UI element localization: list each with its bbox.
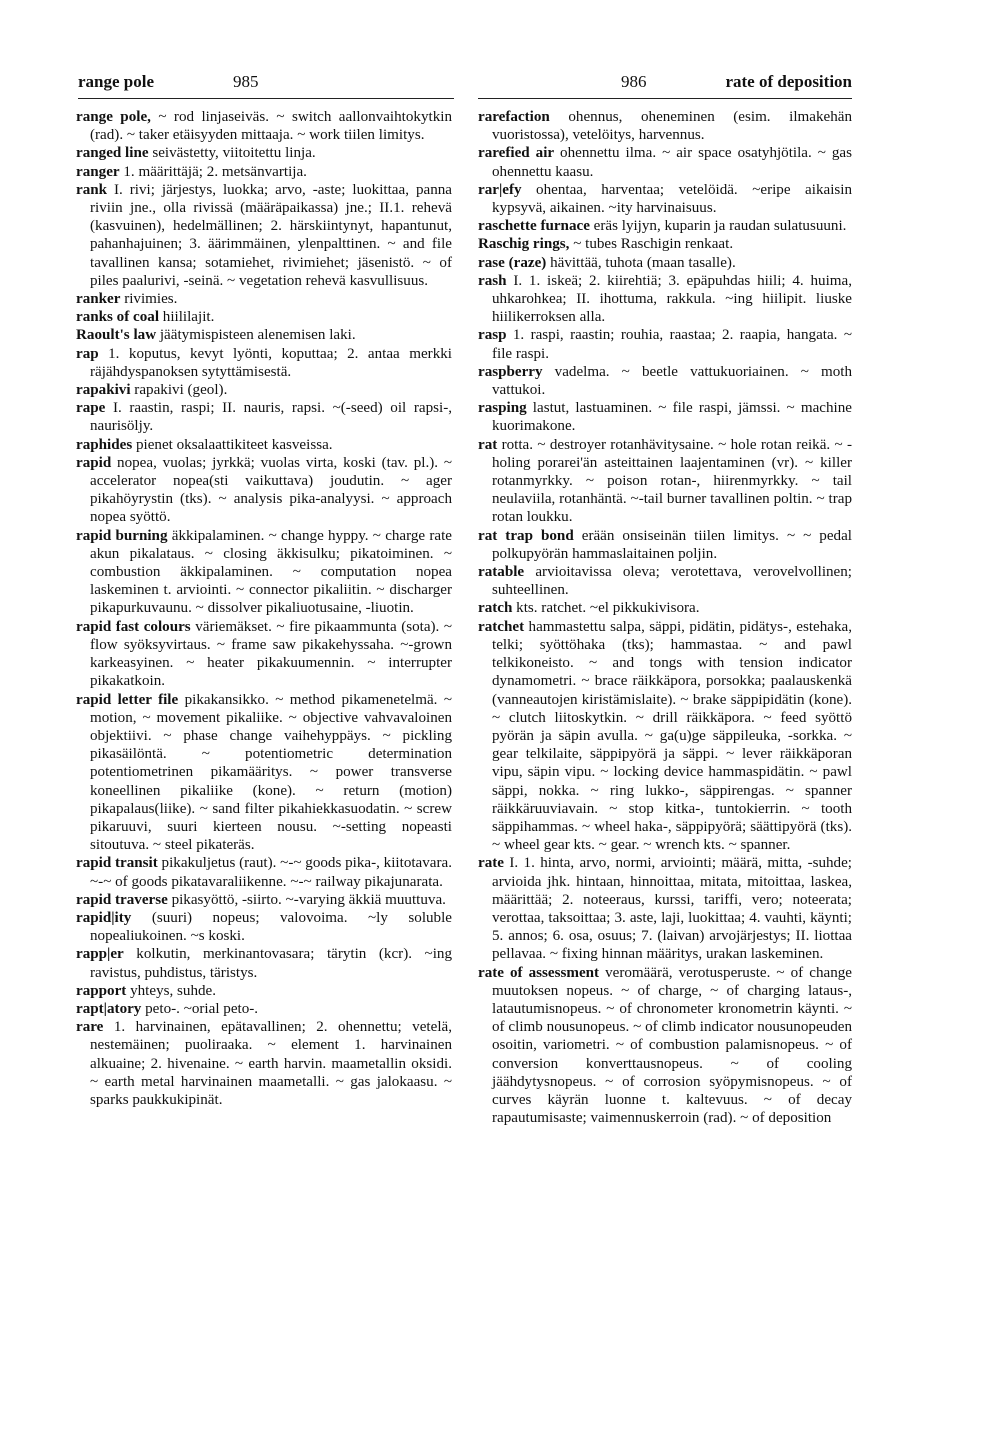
entry-headword: rape	[76, 400, 106, 417]
entry-headword: rapid fast colours	[76, 618, 191, 635]
entry-headword: ratable	[478, 564, 525, 581]
entry-definition: 1. määrittäjä; 2. metsänvartija.	[119, 163, 307, 180]
entry-definition: hävittää, tuhota (maan tasalle).	[546, 254, 736, 271]
dictionary-entry	[76, 454, 452, 527]
entry-headword: rat trap bond	[478, 527, 574, 544]
entry-definition: ~ rod linjaseiväs. ~ switch aallonvaihtokytkin (rad). ~ taker etäisyyden mittaaja. ~ work tiilen limitys.	[90, 109, 452, 144]
entry-headword: rapid burning	[76, 527, 168, 544]
dictionary-entry	[478, 618, 852, 855]
dictionary-entry	[76, 399, 452, 435]
dictionary-entry	[76, 945, 452, 981]
dictionary-entry	[478, 599, 852, 617]
entry-headword: ratch	[478, 600, 513, 617]
entry-headword: rare	[76, 1019, 104, 1036]
dictionary-entry	[478, 235, 852, 253]
entry-headword: rasp	[478, 327, 507, 344]
dictionary-entry	[478, 436, 852, 527]
entry-definition: pienet oksalaattikiteet kasveissa.	[132, 436, 333, 453]
entry-definition: ~ tubes Raschigin renkaat.	[569, 236, 734, 253]
entry-definition: lastut, lastuaminen. ~ file raspi, jämssi. ~ machine kuorimakone.	[492, 400, 852, 435]
dictionary-entry	[478, 272, 852, 327]
dictionary-entry	[76, 1000, 452, 1018]
entry-headword: rarefied air	[478, 145, 555, 162]
entry-headword: raschette furnace	[478, 218, 590, 235]
entry-definition: jäätymispisteen alenemisen laki.	[156, 327, 356, 344]
dictionary-entry	[478, 399, 852, 435]
dictionary-entry	[76, 144, 452, 162]
dictionary-entry	[478, 217, 852, 235]
dictionary-entry	[478, 108, 852, 144]
dictionary-entry	[478, 326, 852, 362]
entry-definition: erään onsiseinän tiilen limitys. ~ ~ pedal polkupyörän hammaslaitainen poljin.	[492, 527, 852, 562]
entry-definition: veromäärä, verotusperuste. ~ of change muutoksen nopeus. ~ of charge, ~ of charging lataus-, latautumisnopeus. ~ of chronometer kronometrin käynti. ~ of climb nousunopeus. ~ of climb indicator nousunopeuden osoitin, variometri. ~ of combustion palamisnopeus. ~ of conversion konverttausnopeus. ~ of cooling jäähdytysnopeus. ~ of corrosion syöpymisnopeus. ~ of curves käyrän luonne t. kaltevuus. ~ of decay rapautumisaste; vaimennuskerroin (rad). ~ of deposition	[492, 964, 852, 1127]
entry-definition: kts. ratchet. ~el pikkukivisora.	[512, 600, 700, 617]
entry-headword: rar|efy	[478, 181, 522, 198]
entry-headword: Raoult's law	[76, 327, 157, 344]
entry-definition: arvioitavissa oleva; verotettava, verovelvollinen; suhteellinen.	[492, 564, 852, 599]
entry-definition: 1. harvinainen, epätavallinen; 2. ohennettu; vetelä, nestemäinen; puoliraaka. ~ element 1. harvinainen alkuaine; 2. hivenaine. ~ earth harvin. maametallin oksidi. ~ earth metal harvinainen maametalli. ~ gas jalokaasu. ~ sparks paukkukipinät.	[90, 1019, 452, 1108]
dictionary-entry	[76, 854, 452, 890]
entry-headword: rap	[76, 345, 99, 362]
entry-headword: rat	[478, 436, 498, 453]
entry-definition: ohennettu ilma. ~ air space osatyhjötila. ~ gas ohennettu kaasu.	[492, 145, 852, 180]
dictionary-entry	[478, 964, 852, 1128]
entry-headword: raspberry	[478, 363, 543, 380]
entry-headword: ranks of coal	[76, 309, 160, 326]
entry-headword: ranger	[76, 163, 120, 180]
left-column	[76, 108, 452, 1109]
entry-headword: raphides	[76, 436, 133, 453]
entry-definition: kolkutin, merkinantovasara; tärytin (kcr). ~ing ravistus, puhdistus, täristys.	[90, 946, 452, 981]
entry-definition: vadelma. ~ beetle vattukuoriainen. ~ moth vattukoi.	[492, 363, 852, 399]
dictionary-entry	[76, 909, 452, 945]
dictionary-entry	[76, 691, 452, 855]
entry-definition: ohennus, oheneminen (esim. ilmakehän vuoristossa), vetelöitys, harvennus.	[492, 109, 852, 144]
dictionary-entry	[478, 144, 852, 180]
entry-definition: pikakansikko. ~ method pikamenetelmä. ~ motion, ~ movement pikaliike. ~ objective vahvavaloinen objektiivi. ~ phase change vaihehyppäys. ~ pickling pikasäilöntä. ~ potentiometric determination potentiometrinen pikamääritys. ~ power transverse koneellinen pikaliike (kone). ~ return (motion) pikapalaus(liike). ~ sand filter pikahiekkasuodatin. ~ screw pikaruuvi, suuri kierteen nousu. ~-setting nopeasti sitoutuva. ~ steel pikateräs.	[90, 691, 452, 854]
dictionary-entry	[478, 181, 852, 217]
entry-definition: peto-. ~orial peto-.	[141, 1000, 259, 1017]
entry-headword: rapp|er	[76, 946, 124, 963]
dictionary-entry	[76, 345, 452, 381]
entry-definition: eräs lyijyn, kuparin ja raudan sulatusuuni.	[589, 218, 847, 235]
left-page-number: 985	[233, 72, 259, 91]
entry-headword: rarefaction	[478, 109, 550, 125]
entry-headword: rase (raze)	[478, 254, 547, 271]
dictionary-entry	[478, 527, 852, 563]
entry-definition: (suuri) nopeus; valovoima. ~ly soluble nopealiukoinen. ~s koski.	[90, 909, 452, 945]
entry-definition: ohentaa, harventaa; vetelöidä. ~eripe aikaisin kypsyvä, aikainen. ~ity harvinaisuus.	[492, 181, 852, 217]
entry-definition: rivimies.	[120, 291, 178, 308]
right-guide-word: rate of deposition	[725, 72, 852, 91]
entry-headword: ratchet	[478, 618, 525, 635]
dictionary-entry	[76, 308, 452, 326]
dictionary-entry	[76, 163, 452, 181]
left-page-header	[78, 72, 458, 92]
entry-definition: I. 1. hinta, arvo, normi, arviointi; määrä, mitta, -suhde; arvioida jhk. hintaan, hinnoittaa, mitata, mitoittaa, laskea, määrittää; 2. noteeraus, kurssi, tariffi, vero; noteerata; verottaa, taksoittaa; 3. aste, laji, luokittaa; 4. vauhti, käynti; 5. annos; 6. osa, osuus; 7. (laivan) arvojärjestys; II. liottaa pellavaa. ~ fixing hinnan määritys, urakan laskeminen.	[492, 855, 852, 963]
entry-definition: nopea, vuolas; jyrkkä; vuolas virta, koski (tav. pl.). ~ accelerator nopea(sti vaikuttava) joudutin. ~ ager pikahöyrystin (tks). ~ analysis pika-analyysi. ~ approach nopea syöttö.	[90, 454, 452, 526]
dictionary-entry	[76, 326, 452, 344]
dictionary-entry	[478, 363, 852, 399]
dictionary-entry	[76, 290, 452, 308]
entry-headword: rapid	[76, 454, 112, 471]
dictionary-entry	[76, 618, 452, 691]
entry-definition: äkkipalaminen. ~ change hyppy. ~ charge rate akun pikalataus. ~ closing äkkisulku; pikatoiminen. ~ combustion äkkipalaminen. ~ computation nopea laskeminen t. arviointi. ~ connector pikaliitin. ~ discharger pikapurkuvaunu. ~ dissolver pikaliuotusaine, -liuotin.	[90, 527, 452, 617]
dictionary-entry	[478, 563, 852, 599]
entry-definition: I. 1. iskeä; 2. kiirehtiä; 3. epäpuhdas hiili; 4. huima, uhkarohkea; II. ihottuma, rakkula. ~ing hiilipit. liuske hiilikerroksen alla.	[492, 272, 852, 326]
dictionary-entry	[478, 254, 852, 272]
entry-headword: rapid transit	[76, 855, 158, 872]
entry-headword: ranged line	[76, 145, 149, 162]
entry-definition: rotta. ~ destroyer rotanhävitysaine. ~ hole rotan reikä. ~ -holing porarei'än asteittainen laajentaminen (vr). ~ killer rotanmyrkky. ~ poison rotan-, hiirenmyrkky. ~ tail neulaviila, rotanhäntä. ~-tail burner tavallinen poltin. ~ trap rotan loukku.	[492, 436, 852, 526]
entry-definition: 1. koputus, kevyt lyönti, koputtaa; 2. antaa merkki räjähdyspanoksen sytyttämisestä.	[90, 345, 452, 380]
entry-definition: hammastettu salpa, säppi, pidätin, pidätys-, estehaka, telki; syöttöhaka (tks); hammastaa. ~ and pawl telkikoneisto. ~ and tongs with tension indicator dynamometri. ~ brace räikkäpora, porsokka; paalauskenkä (vanneautojen kiristämislaite). ~ brake säppipidätin (kone). ~ clutch liitoskytkin. ~ drill räikkäpora. ~ feed syöttö pyörän ja säpin avulla. ~ ga(u)ge säppileuka, -sorkka. ~ gear telkilaite, säppipyörä ja säppi. ~ lever räikkäporan vipu, säpin vipu. ~ locking device hammaspidätin. ~ pawl säppi, nokka. ~ ring lukko-, säppirengas. ~ spanner räikkäruuviavain. ~ stop kitka-, tuntokierrin. ~ tooth säppihammas. ~ wheel haka-, säppipyörä; säättipyörä (tks). ~ wheel gear kts. ~ gear. ~ wrench kts. ~ spanner.	[492, 618, 852, 854]
entry-headword: rapid letter file	[76, 691, 179, 708]
dictionary-entry	[76, 891, 452, 909]
dictionary-entry	[76, 181, 452, 290]
left-guide-word: range pole	[78, 72, 155, 91]
entry-headword: rapport	[76, 982, 127, 999]
left-header-rule	[78, 98, 454, 99]
dictionary-entry	[76, 108, 452, 144]
entry-headword: rate of assessment	[478, 964, 600, 981]
entry-headword: rank	[76, 181, 108, 198]
right-header-rule	[478, 98, 852, 99]
entry-headword: ranker	[76, 291, 121, 308]
entry-headword: rate	[478, 855, 504, 872]
entry-headword: rash	[478, 272, 507, 289]
right-column	[478, 108, 852, 1127]
dictionary-entry	[76, 1018, 452, 1109]
entry-headword: rapakivi	[76, 382, 131, 399]
entry-headword: rapid|ity	[76, 909, 132, 926]
entry-headword: rasping	[478, 400, 527, 417]
entry-headword: range pole,	[76, 109, 151, 125]
entry-definition: väriemäkset. ~ fire pikaammunta (sota). ~ flow syöksyvirtaus. ~ frame saw pikakehyssaha. ~-grown karkeasyinen. ~ heater pikakuumennin. ~ interrupter pikakatkoin.	[90, 618, 453, 690]
entry-headword: Raschig rings,	[478, 236, 570, 253]
entry-definition: I. raastin, raspi; II. nauris, rapsi. ~(-seed) oil rapsi-, naurisöljy.	[90, 400, 452, 435]
entry-headword: rapt|atory	[76, 1000, 142, 1017]
entry-definition: pikasyöttö, -siirto. ~-varying äkkiä muuttuva.	[167, 891, 446, 908]
dictionary-entry	[478, 854, 852, 963]
dictionary-entry	[76, 381, 452, 399]
entry-headword: rapid traverse	[76, 891, 168, 908]
right-page-number: 986	[621, 72, 647, 91]
entry-definition: hiililajit.	[159, 309, 215, 326]
entry-definition: rapakivi (geol).	[130, 382, 228, 399]
dictionary-entry	[76, 436, 452, 454]
entry-definition: seivästetty, viitoitettu linja.	[148, 145, 316, 162]
entry-definition: pikakuljetus (raut). ~-~ goods pika-, kiitotavara. ~-~ of goods pikatavaraliikenne. ~-~ railway pikajunarata.	[90, 855, 452, 890]
dictionary-entry	[76, 982, 452, 1000]
dictionary-entry	[76, 527, 452, 618]
entry-definition: I. rivi; järjestys, luokka; arvo, -aste; luokittaa, panna riviin jne., olla rivissä (määräpaikassa) jne.; II.1. rehevä (kasvuinen), hedelmällinen; 2. härskiintynyt, hapantunut, pahanhajuinen; 3. äärimmäinen, ylenpalttinen. ~ and file tavallinen kansa; sotamiehet, rivimiehet; jäsenistö. ~ of piles paalurivi, -seinä. ~ vegetation rehevä kasvullisuus.	[90, 181, 452, 289]
entry-definition: yhteys, suhde.	[126, 982, 217, 999]
entry-definition: 1. raspi, raastin; rouhia, raastaa; 2. raapia, hangata. ~ file raspi.	[492, 327, 852, 362]
